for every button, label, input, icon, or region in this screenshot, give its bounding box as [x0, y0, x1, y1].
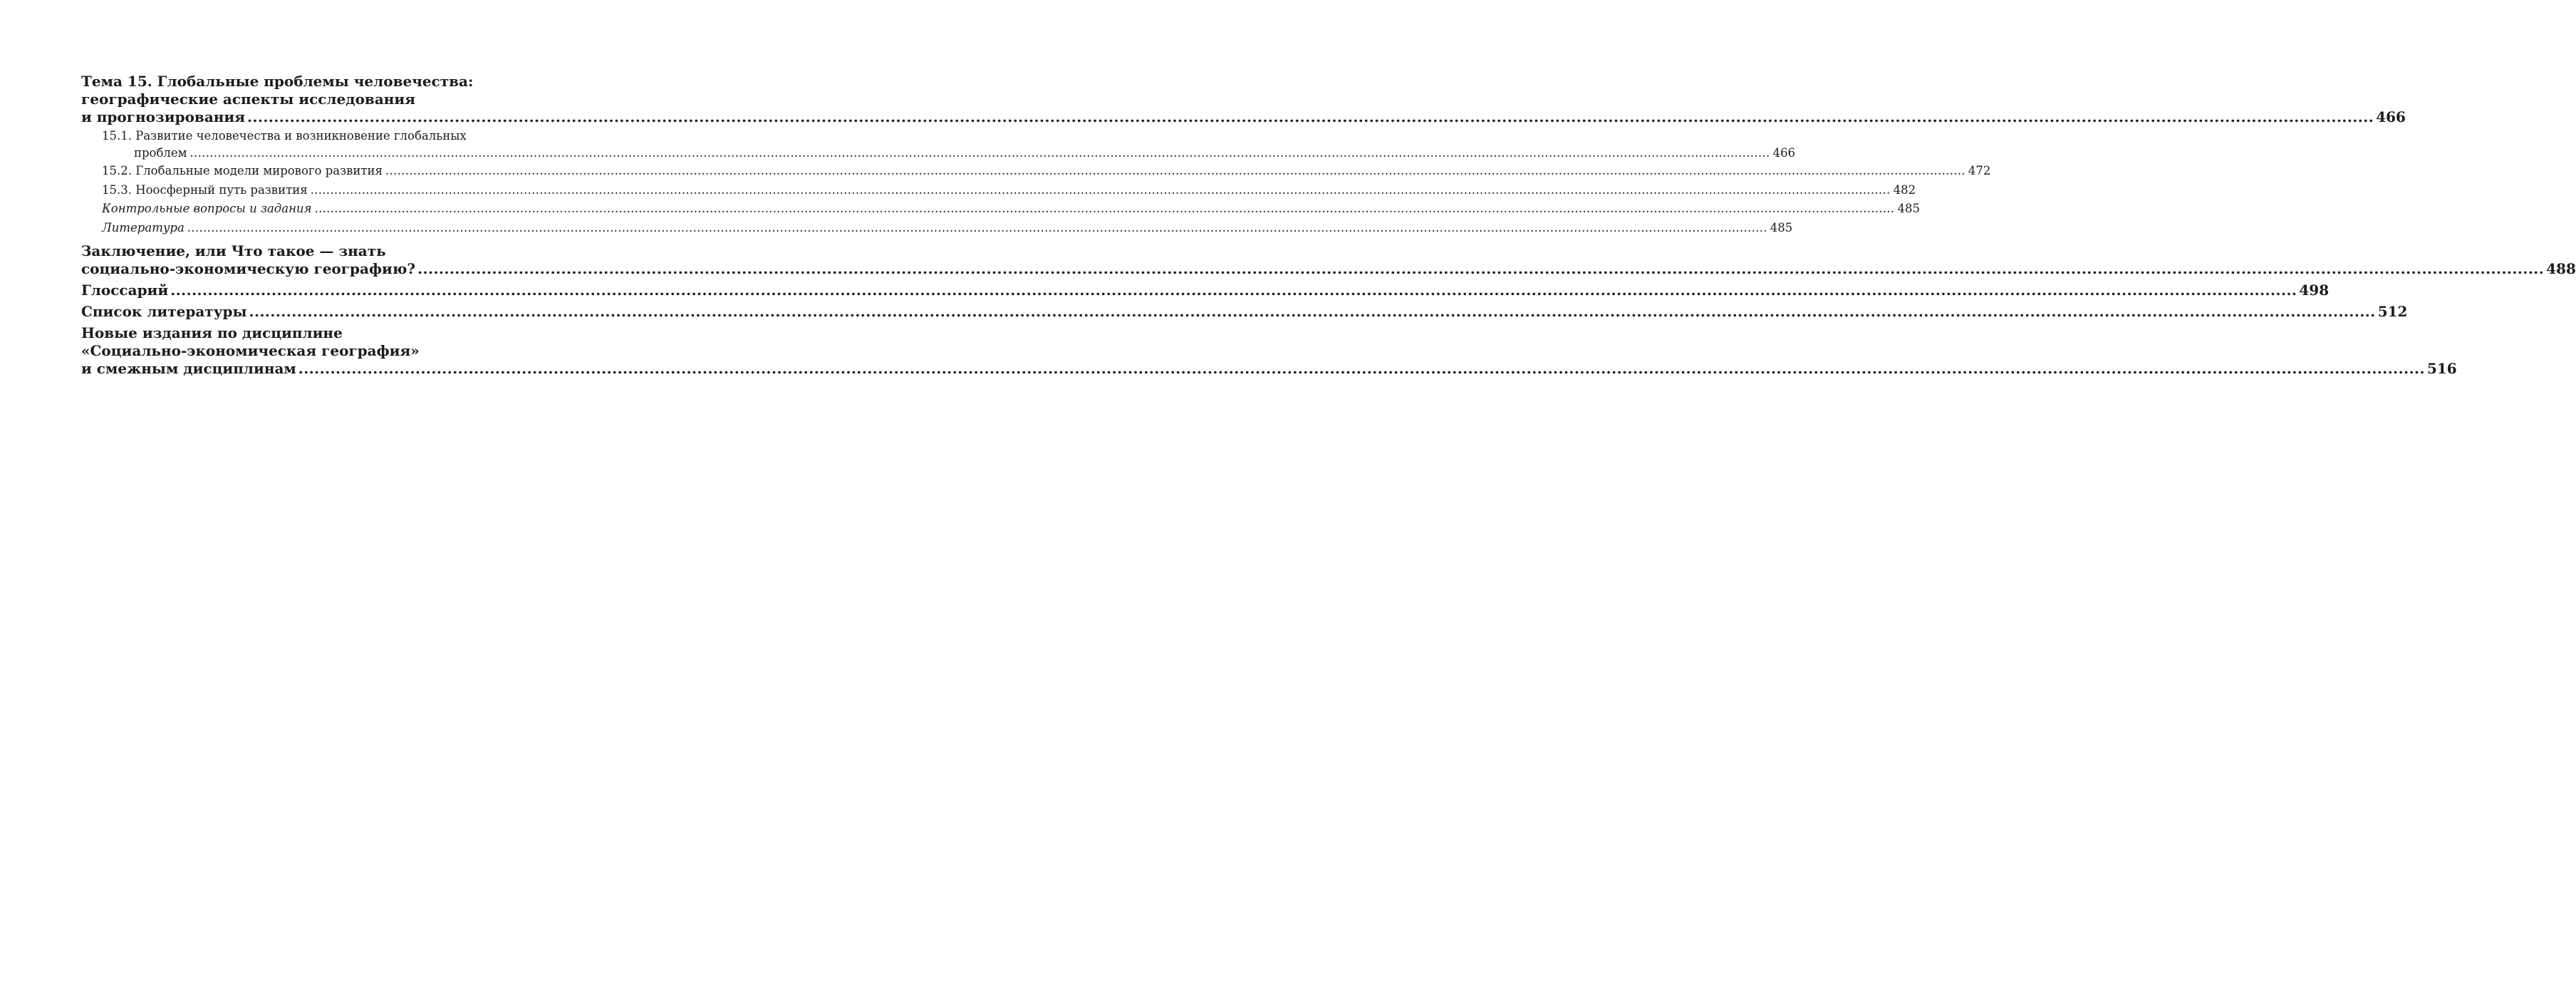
- dot-leader: ................................................................................................................................................................................................................................................................................................................................................................................................................: [298, 360, 2425, 377]
- dot-leader: ................................................................................................................................................................................................................................................................................................................................................................................................................: [249, 303, 2376, 320]
- toc-entry-literature[interactable]: [102, 219, 1793, 238]
- entry-title: Литература: [102, 220, 185, 234]
- entry-title-line: и прогнозирования: [81, 108, 246, 125]
- dot-leader: ................................................................................................................................................................................................................................................................................................................................................................................................................: [314, 202, 1895, 215]
- entry-title-line: и смежным дисциплинам: [81, 360, 296, 377]
- toc-entry-conclusion[interactable]: [81, 242, 2576, 278]
- entry-title-line: социально-экономическую географию?: [81, 260, 416, 277]
- page-number: 466: [2376, 108, 2406, 125]
- toc-line: [81, 324, 561, 342]
- toc-entry-new-editions[interactable]: [81, 324, 2457, 378]
- entry-title: Список литературы: [81, 303, 247, 320]
- page-number: 516: [2426, 360, 2457, 377]
- dot-leader: ................................................................................................................................................................................................................................................................................................................................................................................................................: [187, 220, 1767, 234]
- toc-line: [81, 342, 561, 360]
- toc-entry-15-1[interactable]: [102, 128, 561, 145]
- toc-entry-theme-15[interactable]: [81, 73, 2406, 126]
- toc-entry-15-1-cont[interactable]: [102, 145, 1795, 162]
- dot-leader: ................................................................................................................................................................................................................................................................................................................................................................................................................: [189, 146, 1770, 160]
- page-number: 488: [2546, 260, 2576, 277]
- page-number: 472: [1968, 164, 1991, 177]
- entry-title-line: проблем: [134, 146, 187, 160]
- dot-leader: ................................................................................................................................................................................................................................................................................................................................................................................................................: [247, 108, 2374, 125]
- toc-line: [81, 108, 2406, 126]
- entry-title-line: Заключение, или Что такое — знать: [81, 242, 386, 259]
- page-number: 485: [1897, 202, 1920, 215]
- page-number: 485: [1770, 220, 1793, 234]
- entry-title-line: «Социально-экономическая география»: [81, 342, 420, 359]
- toc-entry-questions[interactable]: [102, 200, 1920, 219]
- entry-title-line: Тема 15. Глобальные проблемы человечества:: [81, 73, 474, 90]
- dot-leader: ................................................................................................................................................................................................................................................................................................................................................................................................................: [310, 182, 1891, 197]
- entry-title-line: Новые издания по дисциплине: [81, 324, 343, 341]
- toc-entry-15-3[interactable]: [102, 181, 1916, 200]
- page-number: 482: [1893, 182, 1916, 197]
- page-number: 498: [2299, 282, 2330, 299]
- toc-line: [81, 260, 2576, 278]
- entry-title: Глоссарий: [81, 282, 169, 299]
- dot-leader: ................................................................................................................................................................................................................................................................................................................................................................................................................: [417, 260, 2545, 277]
- entry-title-line: географические аспекты исследования: [81, 91, 416, 108]
- toc-entry-15-2[interactable]: [102, 162, 1991, 181]
- entry-title-line: 15.1. Развитие человечества и возникновение глобальных: [102, 129, 467, 143]
- toc-line: [81, 242, 561, 260]
- dot-leader: ................................................................................................................................................................................................................................................................................................................................................................................................................: [385, 164, 1965, 177]
- page-number: 466: [1772, 146, 1795, 160]
- toc-line: [81, 91, 561, 108]
- page-number: 512: [2377, 303, 2408, 320]
- toc-entry-glossary[interactable]: [81, 282, 2330, 299]
- dot-leader: ................................................................................................................................................................................................................................................................................................................................................................................................................: [170, 282, 2297, 299]
- toc-line: [81, 73, 561, 91]
- toc-line: [81, 360, 2457, 378]
- table-of-contents: [81, 73, 2576, 378]
- entry-title: 15.3. Ноосферный путь развития: [102, 182, 308, 197]
- toc-entry-references[interactable]: [81, 303, 2408, 321]
- entry-title: 15.2. Глобальные модели мирового развития: [102, 164, 383, 177]
- entry-title: Контрольные вопросы и задания: [102, 202, 312, 215]
